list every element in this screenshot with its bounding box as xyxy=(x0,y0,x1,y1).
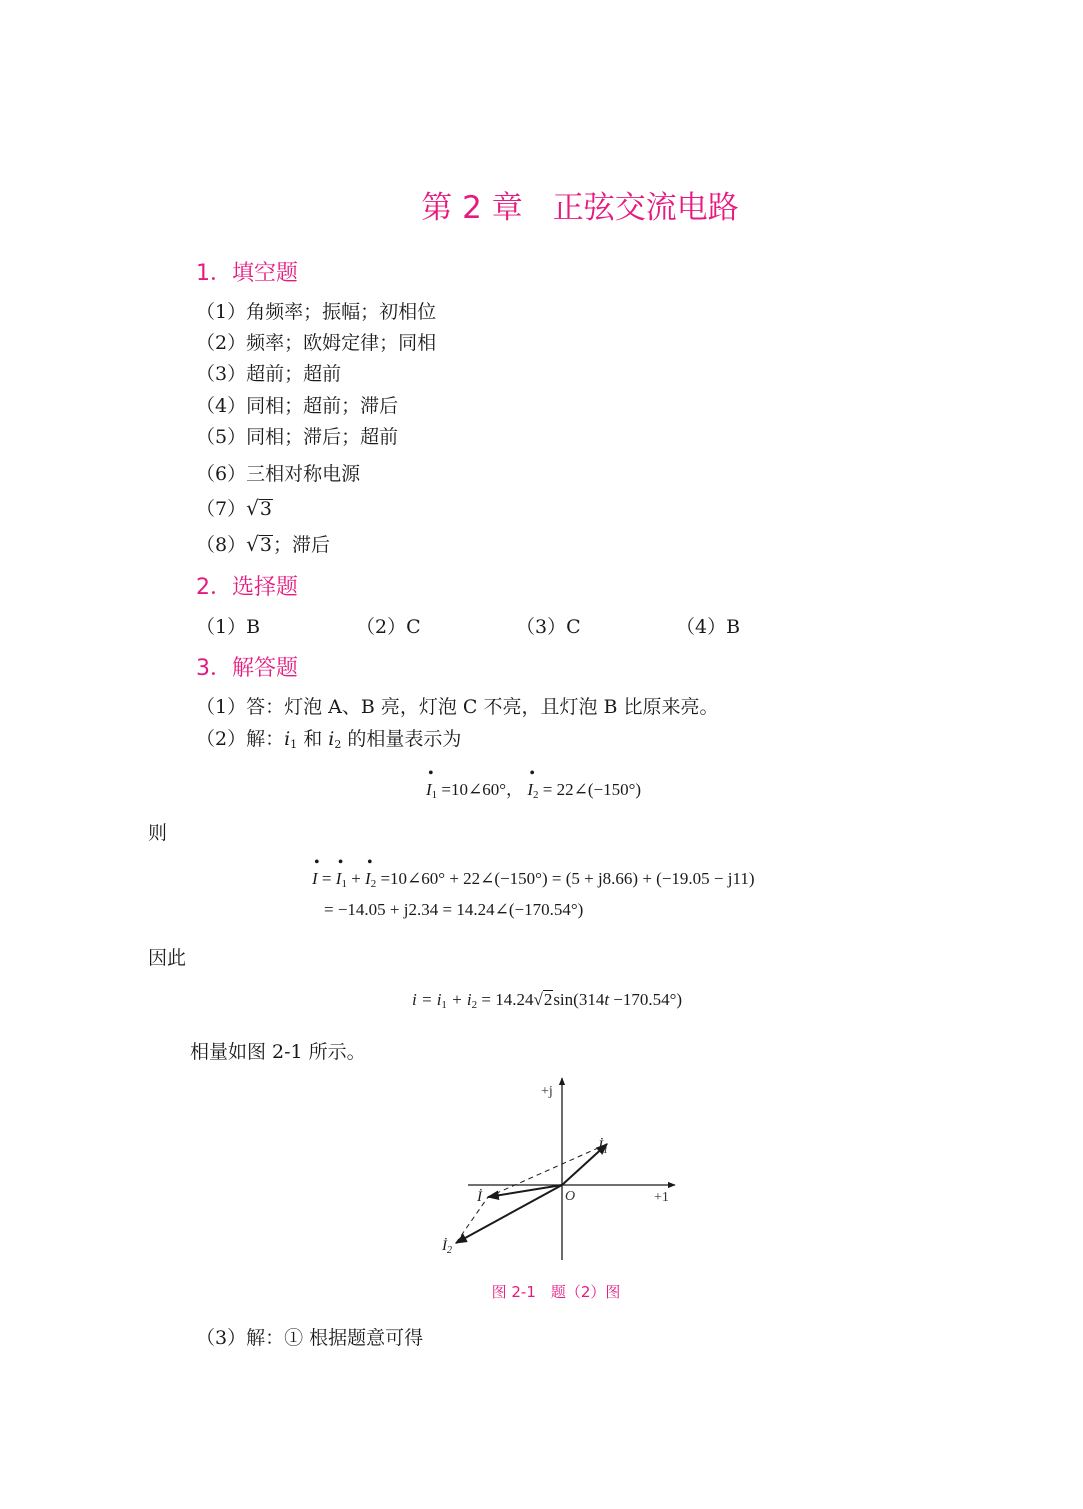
choice-answer-3: （3）C xyxy=(516,616,581,638)
figure-reference: 相量如图 2-1 所示。 xyxy=(190,1041,366,1063)
section-solutions: 3．解答题 xyxy=(196,656,298,681)
choice-answer-4: （4）B xyxy=(676,616,741,638)
chapter-number: 第 2 章 xyxy=(421,190,523,226)
chapter-name: 正弦交流电路 xyxy=(552,190,739,226)
solution-1: （1）答：灯泡 A、B 亮，灯泡 C 不亮，且灯泡 B 比原来亮。 xyxy=(196,696,719,718)
solution-2-intro: （2）解：$i_1$ 和 $i_2$ 的相量表示为 xyxy=(196,728,462,751)
equation-sum: • I = • $I_1$ + • $I_2$ =10∠60° + 22∠(−150°) = (5 + j8.66) + (−19.05 − j11) xyxy=(312,869,755,890)
fill-answer-7: （7）√3 xyxy=(196,496,272,520)
fill-answer-2: （2）频率；欧姆定律；同相 xyxy=(196,332,437,354)
label-i1: $İ_1$ xyxy=(598,1138,608,1156)
equation-sum-result: = −14.05 + j2.34 = 14.24∠(−170.54°) xyxy=(324,900,584,919)
axis-label-y: +j xyxy=(541,1084,553,1099)
sqrt-value: 3 xyxy=(259,534,272,556)
origin-label: O xyxy=(565,1189,576,1204)
phasor-diagram xyxy=(440,1070,700,1270)
equation-time-domain: $i = i_1 + i_2 = 14.24√2\sin(314t -170.54^\circ)$ xyxy=(412,990,683,1011)
choice-answer-2: （2）C xyxy=(356,616,421,638)
fill-answer-1: （1）角频率；振幅；初相位 xyxy=(196,301,437,323)
then-text: 则 xyxy=(148,822,168,844)
dashed-parallel-2 xyxy=(456,1197,488,1243)
axis-label-x: +1 xyxy=(654,1190,669,1205)
label-i: İ xyxy=(477,1189,482,1205)
section-fill-blank: 1．填空题 xyxy=(196,261,298,286)
fill-answer-4: （4）同相；超前；滞后 xyxy=(196,395,399,417)
figure-caption: 图 2-1 题（2）图 xyxy=(491,1283,621,1301)
fill-answer-3: （3）超前；超前 xyxy=(196,363,342,385)
label-i2: $İ_2$ xyxy=(442,1238,452,1256)
fill-answer-8: （8）√3；滞后 xyxy=(196,532,330,556)
choice-answer-1: （1）B xyxy=(196,616,261,638)
section-choice: 2．选择题 xyxy=(196,575,298,600)
fill-answer-5: （5）同相；滞后；超前 xyxy=(196,426,399,448)
chapter-title xyxy=(0,182,1083,227)
fill-answer-6: （6）三相对称电源 xyxy=(196,463,361,485)
equation-phasors: • $I_1$ =10∠60°， • $I_2$ = 22∠(−150°) xyxy=(426,775,641,801)
dashed-parallel-1 xyxy=(488,1144,607,1197)
therefore-text: 因此 xyxy=(148,947,187,969)
solution-3: （3）解：① 根据题意可得 xyxy=(196,1327,424,1349)
sqrt-value: 3 xyxy=(259,498,272,520)
